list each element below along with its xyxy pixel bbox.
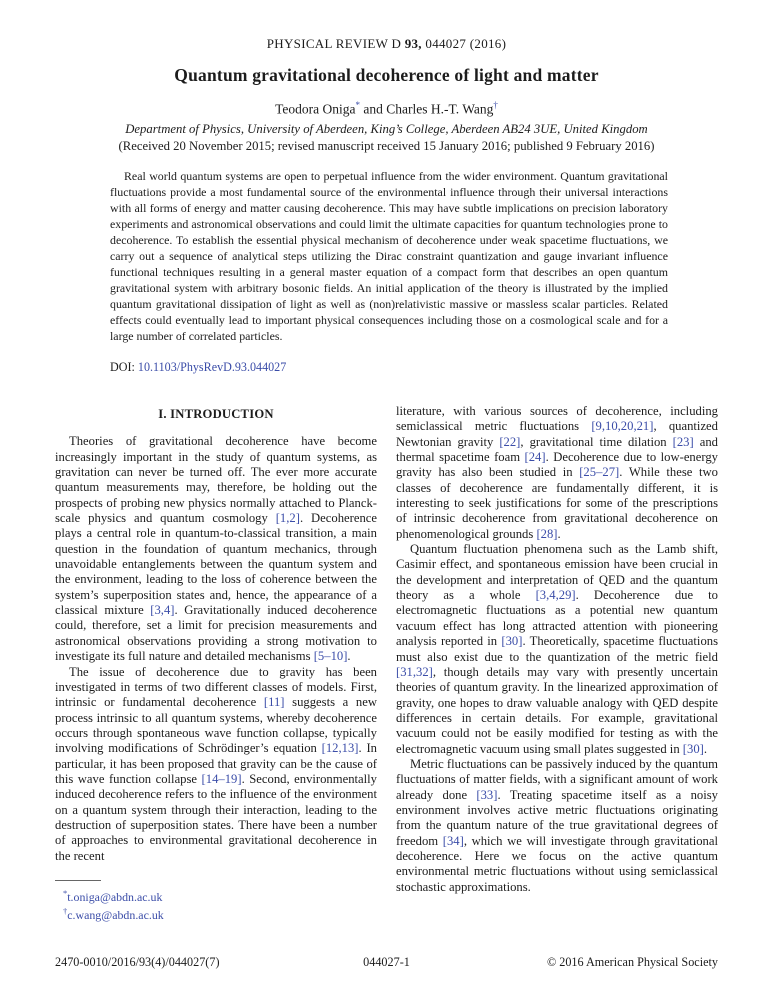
citation-link[interactable]: [5–10] bbox=[313, 649, 348, 664]
citation-link[interactable]: [28] bbox=[536, 526, 558, 541]
right-column bbox=[396, 404, 718, 923]
citation-link[interactable]: [30] bbox=[682, 741, 704, 756]
footnote-marker-dagger: † bbox=[63, 906, 68, 917]
doi-link[interactable]: 10.1103/PhysRevD.93.044027 bbox=[137, 360, 287, 375]
citation-link[interactable]: [3,4,29] bbox=[535, 588, 576, 603]
citation-link[interactable]: [31,32] bbox=[396, 664, 433, 679]
citation-link[interactable]: [33] bbox=[476, 787, 498, 802]
footnote-marker-asterisk: * bbox=[63, 887, 68, 898]
doi-label: DOI: bbox=[110, 360, 138, 375]
left-column bbox=[55, 404, 377, 923]
copyright-notice: © 2016 American Physical Society bbox=[546, 955, 718, 969]
author-first-footnote-marker[interactable]: * bbox=[355, 100, 360, 110]
affiliation: Department of Physics, University of Aberdeen, King’s College, Aberdeen AB24 3UE, United Kingdom bbox=[125, 121, 648, 136]
paper-title: Quantum gravitational decoherence of light and matter bbox=[174, 65, 599, 85]
right-column-paragraphs bbox=[396, 404, 718, 895]
two-column-body bbox=[55, 404, 718, 923]
citation-link[interactable]: [23] bbox=[672, 434, 694, 449]
page-footer bbox=[55, 955, 718, 970]
citation-link[interactable]: [34] bbox=[442, 833, 464, 848]
left-column-paragraphs bbox=[55, 434, 377, 864]
citation-link[interactable]: [1,2] bbox=[275, 511, 300, 526]
citation-link[interactable]: [22] bbox=[499, 434, 521, 449]
section-heading-introduction: I. INTRODUCTION bbox=[158, 407, 274, 422]
footnotes-block bbox=[55, 880, 377, 923]
paragraph: Metric fluctuations can be passively induced by the quantum fluctuations of matter fields, with a significant amount of work already done [33]. Treating spacetime itself as a noisy environment involves active metric fluctuations originating from the quantum nature of the true gravitational degrees of freedom [34], which we will investigate through gravitational decoherence. Here we focus on the active quantum environmental metric fluctuations without using semiclassical stochastic approximations. bbox=[396, 756, 718, 894]
footnote-email-link-1[interactable]: t.oniga@abdn.ac.uk bbox=[67, 889, 163, 904]
journal-issue: 044027 (2016) bbox=[421, 36, 507, 51]
footnote-email-2 bbox=[55, 904, 377, 922]
paragraph: Theories of gravitational decoherence have become increasingly important in the study of quantum systems, as gravitation can never be turned off. The ever more accurate quantum measurements may, therefore, be holding out the prospects of probing new physics normally attached to Planck-scale physics and quantum cosmology [1,2]. Decoherence plays a central role in quantum-to-classical transition, a main question in the foundation of quantum mechanics, through unavoidable entanglements between the quantum system and the environment, leading to the loss of coherence between the system’s superposition states and, hence, the appearance of a classical mixture [3,4]. Gravitationally induced decoherence could, therefore, set a limit for precision measurements and astronomical observations providing a strong motivation to investigate its full nature and detailed mechanisms [5–10]. bbox=[55, 434, 377, 664]
paragraph: The issue of decoherence due to gravity has been investigated in terms of two different classes of models. First, intrinsic or fundamental decoherence [11] suggests a new process intrinsic to all quantum systems, whereby decoherence occurs through spontaneous wave function collapse, typically involving modifications of Schrödinger’s equation [12,13]. In particular, it has been proposed that gravity can be the cause of this wave function collapse [14–19]. Second, environmentally induced decoherence refers to the influence of the environment on a quantum system through their interaction, leading to the destruction of superposition states. There have been a number of approaches to environmental gravitational decoherence in the recent bbox=[55, 664, 377, 863]
paragraph: literature, with various sources of decoherence, including semiclassical metric fluctuations [9,10,20,21], quantized Newtonian gravity [22], gravitational time dilation [23] and thermal spacetime foam [24]. Decoherence due to low-energy gravity has also been studied in [25–27]. While these two classes of decoherence are fundamentally different, it is interesting to seek justifications for some of the prescriptions of intrinsic decoherence from gravitational decoherence on phenomenological grounds [28]. bbox=[396, 404, 718, 541]
journal-name: PHYSICAL REVIEW D bbox=[266, 36, 405, 51]
citation-link[interactable]: [30] bbox=[501, 634, 523, 649]
authors-line bbox=[55, 100, 718, 118]
author-second-footnote-marker[interactable]: † bbox=[493, 100, 498, 110]
doi-line bbox=[110, 360, 668, 375]
citation-link[interactable]: [11] bbox=[263, 695, 285, 710]
citation-link[interactable]: [14–19] bbox=[201, 771, 242, 786]
footnote-email-1 bbox=[55, 886, 377, 904]
citation-link[interactable]: [9,10,20,21] bbox=[591, 419, 654, 434]
abstract: Real world quantum systems are open to perpetual influence from the wider environment. Quantum gravitational fluctuations provide a most fundamental source of the environmental influence through their universal interactions with all forms of energy and matter causing decoherence. This may have subtle implications on precision laboratory experiments and astronomical observations and could limit the ultimate capacities for quantum technologies prone to decoherence. To establish the essential physical mechanism of decoherence under weak spacetime fluctuations, we carry out a sequence of analytical steps utilizing the Dirac constraint quantization and gauge invariant influence functional techniques resulting in a general master equation of a compact form that describes an open quantum gravitational system with arbitrary bosonic fields. An initial application of the theory is illustrated by the implied quantum gravitational dissipation of light as well as (non)relativistic massive or massless scalar particles. Related effects could eventually lead to important physical consequences including those on a cosmological scale and for a large number of correlated particles. bbox=[110, 168, 668, 343]
footnote-email-link-2[interactable]: c.wang@abdn.ac.uk bbox=[67, 908, 164, 923]
journal-volume: 93, bbox=[404, 36, 422, 51]
received-dates-line: (Received 20 November 2015; revised manuscript received 15 January 2016; published 9 February 2016) bbox=[118, 138, 655, 153]
issn-code: 2470-0010/2016/93(4)/044027(7) bbox=[55, 955, 220, 969]
authors-separator: and bbox=[360, 101, 387, 117]
author-second: Charles H.-T. Wang bbox=[386, 101, 494, 117]
citation-link[interactable]: [12,13] bbox=[321, 741, 359, 756]
footnote-separator-rule bbox=[55, 880, 101, 881]
citation-link[interactable]: [3,4] bbox=[150, 603, 175, 618]
paragraph: Quantum fluctuation phenomena such as the Lamb shift, Casimir effect, and spontaneous emission have been crucial in the development and interpretation of QED and the quantum theory as a whole [3,4,29]. Decoherence due to electromagnetic fluctuations as a potential new quantum vacuum effect has long attracted attention with pioneering analysis reported in [30]. Theoretically, spacetime fluctuations must also exist due to the quantization of the metric field [31,32], though details may vary with presently uncertain theories of quantum gravity. In the linearized approximation of gravity, one hopes to draw valuable analogy with QED despite differences in certain details. For example, gravitational vacuum could not be easily modified for testing as with the electromagnetic vacuum using small plates suggested in [30]. bbox=[396, 542, 719, 756]
page-number: 044027-1 bbox=[363, 955, 410, 969]
author-first: Teodora Oniga bbox=[275, 101, 356, 117]
citation-link[interactable]: [25–27] bbox=[579, 465, 620, 480]
citation-link[interactable]: [24] bbox=[524, 450, 546, 465]
running-head bbox=[55, 36, 718, 52]
